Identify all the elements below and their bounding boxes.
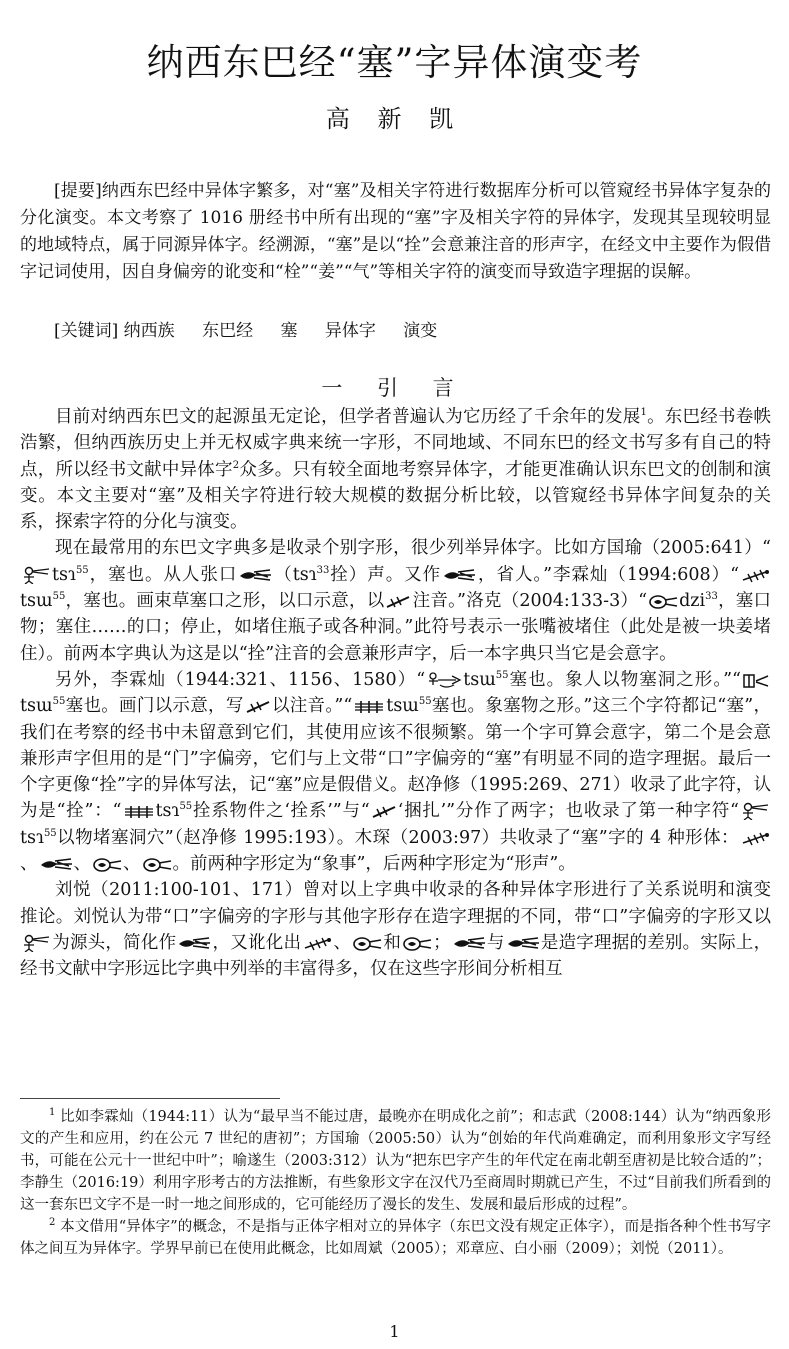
keyword: 纳西族 [123,321,175,341]
paragraph-4 [20,877,771,982]
dongba-glyph-icon [123,804,155,820]
dongba-glyph-icon [426,671,462,689]
dongba-glyph-icon [142,857,172,873]
dongba-glyph-icon [245,699,271,715]
phonetic: tsɿ [155,801,180,822]
separator: 、 [73,854,91,875]
text-run: ，塞也。从人张口 [88,564,238,585]
footnote-2 [20,1216,771,1260]
text-run: 塞也。象塞物之形。”这三个字符都记“塞”，我们在考察的经书中未留意到它们，其使用应该不很频繁。第一个字可算会意字，第二个是会意兼形声字但用的是“门”字偏旁，它们与上文带“口”字偏旁的“塞”有明显不同的造字理据。最后一个字更像“拴”字的异体写法，记“塞”应是假借义。赵净修（1995:269、271）收录了此字符，认为是“拴”：“ [20,696,771,822]
dongba-glyph-icon [353,699,385,715]
keywords [20,318,771,345]
footnote-ref[interactable]: 2 [232,459,240,471]
text-run: 以物堵塞洞穴”（赵净修 1995:193）。木琛（2003:97）共收录了“塞”字的 4 种形体： [56,827,739,848]
phonetic: tsɿ [20,827,44,848]
paragraph-3 [20,667,771,877]
separator: 、 [123,854,141,875]
footnote-text: 比如李霖灿（1944:11）认为“最早当不能过唐，最晚亦在明成化之前”；和志武（2008:144）认为“纳西象形文的产生和应用，约在公元 7 世纪的唐初”；方国瑜（2005:50）认为“创始的年代尚难确定，而利用象形文字写经书，可能在公元十一世纪中叶”；喻遂生（2003:312）认为“把东巴字产生的年代定在南北朝至唐初是比较合适的”；李静生（2016:19）利用字形考古的方法推断，有些象形文字在汉代乃至商周时期就已产生，不过“目前我们所看到的这一套东巴文字不是一时一地之间形成的，它可能经历了漫长的发生、发展和最后形成的过程”。 [20,1109,771,1213]
footnote-text: 本文借用“异体字”的概念，不是指与正体字相对立的异体字（东巴文没有规定正体字），而是指各种个性书写字体之间互为异体字。学界早前已在使用此概念，比如周斌（2005）；邓章应、白小丽（2009）；刘悦（2011）。 [20,1219,771,1257]
keyword: 东巴经 [202,321,254,341]
abstract [20,178,771,286]
text-run: ，塞口物；塞住……的口；停止，如堵住瓶子或各种洞。”此符号表示一张嘴被堵住（此处是被一块姜堵住）。前两本字典认为这是以“拴”注音的会意兼形声字，后一本字典只当它是会意字。 [20,591,772,664]
phonetic: tsɯ [386,696,419,717]
phonetic: tsɯ [463,669,496,690]
dongba-glyph-icon [238,568,272,584]
text-run: 与 [486,932,505,953]
text-run: 以注音。”“ [271,696,353,717]
dongba-glyph-icon [177,936,211,952]
separator: 、 [20,854,38,875]
text-run: ，塞也。画束草塞口之形，以口示意，以 [65,591,385,612]
text-run: 、 [333,932,352,953]
dongba-glyph-icon [506,936,540,952]
dongba-glyph-icon [740,568,770,584]
dongba-glyph-icon [21,934,51,952]
keyword: 演变 [403,321,438,341]
tone-mark: 55 [52,696,66,708]
footnote-divider [20,1098,280,1099]
dongba-glyph-icon [402,936,432,952]
abstract-tag: [提要] [54,181,102,201]
text-run: 另外，李霖灿（1944:321、1156、1580）“ [55,669,426,690]
abstract-text: 纳西东巴经中异体字繁多，对“塞”及相关字符进行数据库分析可以管窥经书异体字复杂的分化演变。本文考察了 1016 册经书中所有出现的“塞”字及相关字符的异体字，发现其呈现较明显的地域特点，属于同源异体字。经溯源，“塞”是以“拴”会意兼注音的形声字，在经文中主要作为假借字记词使用，因自身偏旁的讹变和“栓”“姜”“气”等相关字符的演变而导致造字理据的误解。 [20,181,771,282]
phonetic: tsɯ [20,591,53,612]
text-run: （tsɿ [273,564,317,585]
keyword: 塞 [280,321,298,341]
tone-mark: 55 [495,670,509,682]
text-run: 是造字理据的差别。实际上，经书文献中字形远比字典中列举的丰富得多，仅在这些字形间分析相互 [20,932,772,980]
footnote-1 [20,1106,771,1216]
text-run: 现在最常用的东巴文字典多是收录个别字形，很少列举异体字。比如方国瑜（2005:641）“ [55,538,771,559]
dongba-glyph-icon [742,673,770,689]
text-run: 塞也。象人以物塞洞之形。”“ [508,669,741,690]
text-run: 刘悦（2011:100-101、171）曾对以上字典中收录的各种异体字形进行了关系说明和演变推论。刘悦认为带“口”字偏旁的字形与其他字形存在造字理据的不同，带“口”字偏旁的字形又以 [20,880,771,927]
text-run: 。东巴经书卷帙浩繁，但纳西族历史上并无权威字典来统一字形，不同地域、不同东巴的经文书写多有自己的特点，所以经书文献中异体字 [20,407,772,480]
footnote-ref[interactable]: 1 [640,407,647,419]
dongba-glyph-icon [39,857,73,873]
phonetic: tsɿ [52,564,76,585]
tone-mark: 55 [52,591,66,603]
text-run: 塞也。画门以示意，写 [65,696,244,717]
text-run: 注音。”洛克（2004:133-3）“ [412,591,648,612]
text-run: 和 [383,932,402,953]
paragraph-2 [20,535,771,666]
tone-mark: 55 [75,564,89,576]
section-heading: 一 引 言 [321,376,468,400]
dongba-glyph-icon [442,568,476,584]
dongba-glyph-icon [302,936,332,952]
text-run: ； [433,932,451,953]
keyword: 异体字 [324,321,376,341]
keywords-tag: [关键词] [54,321,119,341]
dongba-glyph-icon [740,802,770,820]
tone-mark: 33 [316,564,330,576]
footnote-mark: 2 [49,1217,56,1229]
text-run: 拴）声。又作 [329,564,442,585]
tone-mark: 55 [179,801,193,813]
footnotes [20,1106,771,1260]
text-run: ，省人。”李霖灿（1994:608）“ [477,564,740,585]
paragraph-1 [20,404,771,535]
dongba-glyph-icon [371,804,397,820]
body-text [20,404,771,983]
page-number: 1 [389,1322,400,1341]
text-run: 。前两种字形定为“象事”，后两种字形定为“形声”。 [172,854,576,875]
dongba-glyph-icon [648,594,678,610]
dongba-glyph-icon [92,857,122,873]
text-run: 目前对纳西东巴文的起源虽无定论，但学者普遍认为它历经了千余年的发展 [55,407,641,427]
tone-mark: 33 [705,591,718,603]
phonetic: tsɯ [20,696,53,717]
text-run: 拴系物件之‘拴系’”与“ [192,801,370,822]
text-run: 众多。只有较全面地考察异体字，才能更准确认识东巴文的创制和演变。本文主要对“塞”及相关字符进行较大规模的数据分析比较，以管窥经书异体字间复杂的关系，探索字符的分化与演变。 [20,459,771,533]
dongba-glyph-icon [452,936,486,952]
dongba-glyph-icon [385,594,411,610]
dongba-glyph-icon [21,566,51,584]
tone-mark: 55 [43,827,57,839]
paper-title: 纳西东巴经“塞”字异体演变考 [146,41,643,84]
text-run: 为源头，简化作 [52,932,177,953]
dongba-glyph-icon [740,831,770,847]
phonetic: dzi [679,591,706,612]
author-name: 高 新 凯 [325,105,464,133]
text-run: ‘捆扎’”分作了两字；也收录了第一种字符“ [397,801,739,822]
footnote-mark: 1 [49,1107,56,1119]
tone-mark: 55 [418,696,432,708]
text-run: ，又讹化出 [212,932,302,953]
dongba-glyph-icon [352,936,382,952]
